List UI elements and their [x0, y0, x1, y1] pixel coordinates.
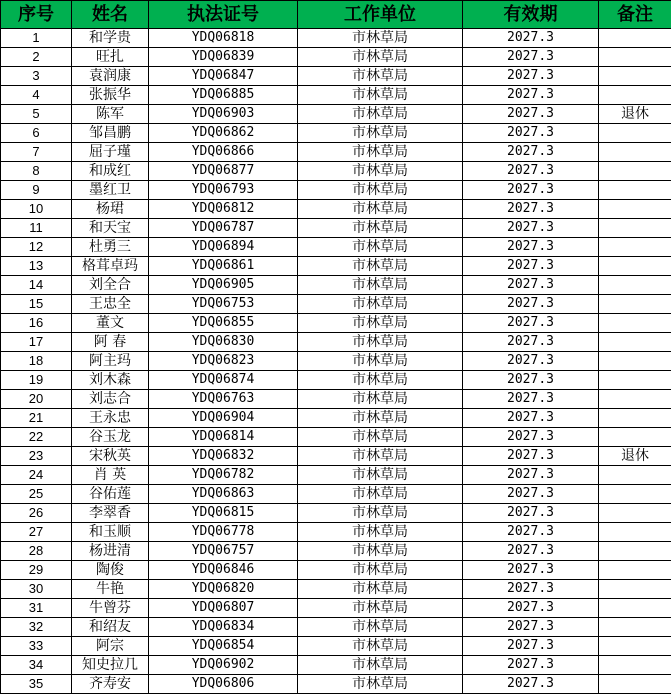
cell-cert-number[interactable]: YDQ06904 [149, 409, 298, 428]
cell-cert-number[interactable]: YDQ06839 [149, 48, 298, 67]
table-row [1, 143, 671, 162]
cell-seq[interactable]: 2 [1, 48, 72, 67]
cell-remarks[interactable] [599, 599, 671, 618]
cell-cert-number[interactable]: YDQ06905 [149, 276, 298, 295]
table-row [1, 618, 671, 637]
cell-seq[interactable]: 14 [1, 276, 72, 295]
cell-name[interactable]: 和天宝 [72, 219, 149, 238]
header-remarks[interactable]: 备注 [599, 1, 671, 29]
cell-seq[interactable]: 27 [1, 523, 72, 542]
cell-valid-until[interactable]: 2027.3 [463, 295, 599, 314]
table-row [1, 219, 671, 238]
cell-name[interactable]: 牛曾芬 [72, 599, 149, 618]
cell-name[interactable]: 肖 英 [72, 466, 149, 485]
cell-work-unit[interactable]: 市林草局 [298, 485, 463, 504]
cell-work-unit[interactable]: 市林草局 [298, 295, 463, 314]
cell-seq[interactable]: 19 [1, 371, 72, 390]
cell-name[interactable]: 董文 [72, 314, 149, 333]
cell-valid-until[interactable]: 2027.3 [463, 276, 599, 295]
cell-name[interactable]: 知史拉几 [72, 656, 149, 675]
cell-name[interactable]: 李翠香 [72, 504, 149, 523]
cell-cert-number[interactable]: YDQ06861 [149, 257, 298, 276]
cell-seq[interactable]: 20 [1, 390, 72, 409]
cell-seq[interactable]: 16 [1, 314, 72, 333]
cell-name[interactable]: 和绍友 [72, 618, 149, 637]
cell-remarks[interactable] [599, 48, 671, 67]
cell-cert-number[interactable]: YDQ06793 [149, 181, 298, 200]
cell-valid-until[interactable]: 2027.3 [463, 523, 599, 542]
table-row [1, 352, 671, 371]
table-row [1, 162, 671, 181]
cell-remarks[interactable]: 退休 [599, 447, 671, 466]
table-row [1, 485, 671, 504]
cell-work-unit[interactable]: 市林草局 [298, 618, 463, 637]
cell-cert-number[interactable]: YDQ06854 [149, 637, 298, 656]
table-row [1, 637, 671, 656]
cell-cert-number[interactable]: YDQ06830 [149, 333, 298, 352]
table-row [1, 86, 671, 105]
cell-cert-number[interactable]: YDQ06866 [149, 143, 298, 162]
cell-remarks[interactable] [599, 542, 671, 561]
cell-valid-until[interactable]: 2027.3 [463, 86, 599, 105]
cell-cert-number[interactable]: YDQ06903 [149, 105, 298, 124]
cell-name[interactable]: 阿宗 [72, 637, 149, 656]
cell-seq[interactable]: 7 [1, 143, 72, 162]
cell-cert-number[interactable]: YDQ06846 [149, 561, 298, 580]
cell-valid-until[interactable]: 2027.3 [463, 48, 599, 67]
table-row [1, 428, 671, 447]
cell-work-unit[interactable]: 市林草局 [298, 143, 463, 162]
table-row [1, 504, 671, 523]
table-row [1, 371, 671, 390]
cell-name[interactable]: 宋秋英 [72, 447, 149, 466]
cell-valid-until[interactable]: 2027.3 [463, 409, 599, 428]
cell-valid-until[interactable]: 2027.3 [463, 542, 599, 561]
table-row [1, 523, 671, 542]
cell-remarks[interactable] [599, 124, 671, 143]
cell-seq[interactable]: 13 [1, 257, 72, 276]
cell-work-unit[interactable]: 市林草局 [298, 447, 463, 466]
cell-cert-number[interactable]: YDQ06820 [149, 580, 298, 599]
cell-valid-until[interactable]: 2027.3 [463, 675, 599, 694]
cell-valid-until[interactable]: 2027.3 [463, 485, 599, 504]
cell-seq[interactable]: 25 [1, 485, 72, 504]
cell-seq[interactable]: 26 [1, 504, 72, 523]
cell-cert-number[interactable]: YDQ06862 [149, 124, 298, 143]
cell-seq[interactable]: 35 [1, 675, 72, 694]
cell-work-unit[interactable]: 市林草局 [298, 219, 463, 238]
cell-valid-until[interactable]: 2027.3 [463, 162, 599, 181]
cell-work-unit[interactable]: 市林草局 [298, 333, 463, 352]
cell-seq[interactable]: 22 [1, 428, 72, 447]
table-row [1, 466, 671, 485]
cell-valid-until[interactable]: 2027.3 [463, 428, 599, 447]
cell-cert-number[interactable]: YDQ06877 [149, 162, 298, 181]
cell-cert-number[interactable]: YDQ06787 [149, 219, 298, 238]
cell-cert-number[interactable]: YDQ06834 [149, 618, 298, 637]
cell-work-unit[interactable]: 市林草局 [298, 504, 463, 523]
cell-work-unit[interactable]: 市林草局 [298, 276, 463, 295]
cell-remarks[interactable] [599, 181, 671, 200]
cell-cert-number[interactable]: YDQ06763 [149, 390, 298, 409]
cell-cert-number[interactable]: YDQ06874 [149, 371, 298, 390]
cell-seq[interactable]: 33 [1, 637, 72, 656]
cell-remarks[interactable] [599, 637, 671, 656]
table-row [1, 29, 671, 48]
cell-name[interactable]: 屈子瑾 [72, 143, 149, 162]
table-row [1, 238, 671, 257]
cell-cert-number[interactable]: YDQ06753 [149, 295, 298, 314]
cell-work-unit[interactable]: 市林草局 [298, 371, 463, 390]
cell-cert-number[interactable]: YDQ06818 [149, 29, 298, 48]
cell-remarks[interactable] [599, 238, 671, 257]
cell-name[interactable]: 陶俊 [72, 561, 149, 580]
table-row [1, 295, 671, 314]
cell-valid-until[interactable]: 2027.3 [463, 257, 599, 276]
cell-name[interactable]: 牛艳 [72, 580, 149, 599]
cell-valid-until[interactable]: 2027.3 [463, 390, 599, 409]
cell-seq[interactable]: 23 [1, 447, 72, 466]
cell-name[interactable]: 和学贵 [72, 29, 149, 48]
cell-remarks[interactable] [599, 162, 671, 181]
cell-seq[interactable]: 30 [1, 580, 72, 599]
cell-remarks[interactable] [599, 333, 671, 352]
cell-work-unit[interactable]: 市林草局 [298, 48, 463, 67]
cell-name[interactable]: 刘全合 [72, 276, 149, 295]
cell-remarks[interactable] [599, 352, 671, 371]
cell-remarks[interactable] [599, 314, 671, 333]
cell-work-unit[interactable]: 市林草局 [298, 124, 463, 143]
cell-name[interactable]: 和成红 [72, 162, 149, 181]
table-row [1, 67, 671, 86]
cell-seq[interactable]: 6 [1, 124, 72, 143]
cell-cert-number[interactable]: YDQ06815 [149, 504, 298, 523]
cell-valid-until[interactable]: 2027.3 [463, 238, 599, 257]
cell-cert-number[interactable]: YDQ06823 [149, 352, 298, 371]
cell-work-unit[interactable]: 市林草局 [298, 675, 463, 694]
cell-valid-until[interactable]: 2027.3 [463, 466, 599, 485]
cell-work-unit[interactable]: 市林草局 [298, 67, 463, 86]
cell-valid-until[interactable]: 2027.3 [463, 580, 599, 599]
cell-work-unit[interactable]: 市林草局 [298, 314, 463, 333]
cell-seq[interactable]: 8 [1, 162, 72, 181]
cell-work-unit[interactable]: 市林草局 [298, 409, 463, 428]
cell-valid-until[interactable]: 2027.3 [463, 561, 599, 580]
cell-work-unit[interactable]: 市林草局 [298, 238, 463, 257]
cell-cert-number[interactable]: YDQ06778 [149, 523, 298, 542]
cell-name[interactable]: 阿主玛 [72, 352, 149, 371]
cell-seq[interactable]: 12 [1, 238, 72, 257]
cell-remarks[interactable] [599, 409, 671, 428]
cell-remarks[interactable] [599, 390, 671, 409]
table-row [1, 675, 671, 694]
cell-remarks[interactable] [599, 200, 671, 219]
cell-cert-number[interactable]: YDQ06806 [149, 675, 298, 694]
table-row [1, 561, 671, 580]
cell-remarks[interactable] [599, 656, 671, 675]
cell-remarks[interactable] [599, 485, 671, 504]
table-row [1, 390, 671, 409]
cell-valid-until[interactable]: 2027.3 [463, 105, 599, 124]
cell-remarks[interactable]: 退休 [599, 105, 671, 124]
table-row [1, 181, 671, 200]
cell-name[interactable]: 王永忠 [72, 409, 149, 428]
cell-seq[interactable]: 1 [1, 29, 72, 48]
cell-valid-until[interactable]: 2027.3 [463, 143, 599, 162]
cell-seq[interactable]: 5 [1, 105, 72, 124]
cell-valid-until[interactable]: 2027.3 [463, 504, 599, 523]
cell-cert-number[interactable]: YDQ06863 [149, 485, 298, 504]
cell-valid-until[interactable]: 2027.3 [463, 352, 599, 371]
table-row [1, 200, 671, 219]
cell-work-unit[interactable]: 市林草局 [298, 162, 463, 181]
cell-seq[interactable]: 32 [1, 618, 72, 637]
table-row [1, 409, 671, 428]
cell-seq[interactable]: 28 [1, 542, 72, 561]
cell-cert-number[interactable]: YDQ06847 [149, 67, 298, 86]
cell-cert-number[interactable]: YDQ06902 [149, 656, 298, 675]
table-row [1, 48, 671, 67]
cell-valid-until[interactable]: 2027.3 [463, 200, 599, 219]
cell-remarks[interactable] [599, 504, 671, 523]
cell-work-unit[interactable]: 市林草局 [298, 29, 463, 48]
cell-seq[interactable]: 24 [1, 466, 72, 485]
cell-remarks[interactable] [599, 295, 671, 314]
table-row [1, 276, 671, 295]
cell-work-unit[interactable]: 市林草局 [298, 542, 463, 561]
cell-seq[interactable]: 29 [1, 561, 72, 580]
header-cert-number[interactable]: 执法证号 [149, 1, 298, 29]
cell-name[interactable]: 陈军 [72, 105, 149, 124]
cell-work-unit[interactable]: 市林草局 [298, 86, 463, 105]
cell-seq[interactable]: 34 [1, 656, 72, 675]
cell-remarks[interactable] [599, 29, 671, 48]
cell-work-unit[interactable]: 市林草局 [298, 352, 463, 371]
cell-valid-until[interactable]: 2027.3 [463, 219, 599, 238]
cell-work-unit[interactable]: 市林草局 [298, 580, 463, 599]
cell-name[interactable]: 刘志合 [72, 390, 149, 409]
cell-valid-until[interactable]: 2027.3 [463, 29, 599, 48]
cell-work-unit[interactable]: 市林草局 [298, 561, 463, 580]
cell-remarks[interactable] [599, 428, 671, 447]
header-row [1, 1, 671, 29]
cell-valid-until[interactable]: 2027.3 [463, 314, 599, 333]
cell-work-unit[interactable]: 市林草局 [298, 390, 463, 409]
cell-remarks[interactable] [599, 276, 671, 295]
table-body [1, 29, 671, 694]
cell-work-unit[interactable]: 市林草局 [298, 257, 463, 276]
cell-valid-until[interactable]: 2027.3 [463, 333, 599, 352]
cell-name[interactable]: 墨红卫 [72, 181, 149, 200]
cell-cert-number[interactable]: YDQ06812 [149, 200, 298, 219]
table-row [1, 124, 671, 143]
cell-name[interactable]: 杨进清 [72, 542, 149, 561]
cell-seq[interactable]: 3 [1, 67, 72, 86]
cell-name[interactable]: 杜勇三 [72, 238, 149, 257]
cell-remarks[interactable] [599, 618, 671, 637]
cell-name[interactable]: 张振华 [72, 86, 149, 105]
table-row [1, 314, 671, 333]
cell-name[interactable]: 袁润康 [72, 67, 149, 86]
table-row [1, 447, 671, 466]
cell-valid-until[interactable]: 2027.3 [463, 599, 599, 618]
cell-valid-until[interactable]: 2027.3 [463, 371, 599, 390]
cell-valid-until[interactable]: 2027.3 [463, 67, 599, 86]
cell-cert-number[interactable]: YDQ06832 [149, 447, 298, 466]
cell-work-unit[interactable]: 市林草局 [298, 637, 463, 656]
cell-name[interactable]: 齐寿安 [72, 675, 149, 694]
cell-cert-number[interactable]: YDQ06757 [149, 542, 298, 561]
cell-seq[interactable]: 15 [1, 295, 72, 314]
cell-valid-until[interactable]: 2027.3 [463, 637, 599, 656]
header-name[interactable]: 姓名 [72, 1, 149, 29]
cell-seq[interactable]: 17 [1, 333, 72, 352]
cell-remarks[interactable] [599, 523, 671, 542]
table-row [1, 599, 671, 618]
cell-remarks[interactable] [599, 561, 671, 580]
cell-remarks[interactable] [599, 675, 671, 694]
header-work-unit[interactable]: 工作单位 [298, 1, 463, 29]
cell-seq[interactable]: 10 [1, 200, 72, 219]
cell-work-unit[interactable]: 市林草局 [298, 181, 463, 200]
header-seq[interactable]: 序号 [1, 1, 72, 29]
table-row [1, 580, 671, 599]
cell-seq[interactable]: 31 [1, 599, 72, 618]
cell-remarks[interactable] [599, 371, 671, 390]
cell-seq[interactable]: 9 [1, 181, 72, 200]
cell-work-unit[interactable]: 市林草局 [298, 599, 463, 618]
cell-remarks[interactable] [599, 466, 671, 485]
cell-name[interactable]: 旺扎 [72, 48, 149, 67]
cell-remarks[interactable] [599, 86, 671, 105]
cell-seq[interactable]: 18 [1, 352, 72, 371]
cell-work-unit[interactable]: 市林草局 [298, 523, 463, 542]
cell-seq[interactable]: 4 [1, 86, 72, 105]
cell-valid-until[interactable]: 2027.3 [463, 447, 599, 466]
cell-remarks[interactable] [599, 257, 671, 276]
cell-cert-number[interactable]: YDQ06782 [149, 466, 298, 485]
cell-cert-number[interactable]: YDQ06885 [149, 86, 298, 105]
cell-name[interactable]: 阿 春 [72, 333, 149, 352]
cell-name[interactable]: 谷玉龙 [72, 428, 149, 447]
cell-cert-number[interactable]: YDQ06814 [149, 428, 298, 447]
cell-remarks[interactable] [599, 219, 671, 238]
cell-valid-until[interactable]: 2027.3 [463, 618, 599, 637]
cell-work-unit[interactable]: 市林草局 [298, 656, 463, 675]
cell-work-unit[interactable]: 市林草局 [298, 200, 463, 219]
cell-name[interactable]: 格茸卓玛 [72, 257, 149, 276]
cell-cert-number[interactable]: YDQ06894 [149, 238, 298, 257]
cell-name[interactable]: 刘木森 [72, 371, 149, 390]
cell-remarks[interactable] [599, 67, 671, 86]
cell-valid-until[interactable]: 2027.3 [463, 124, 599, 143]
header-valid-until[interactable]: 有效期 [463, 1, 599, 29]
cell-cert-number[interactable]: YDQ06855 [149, 314, 298, 333]
table-row [1, 542, 671, 561]
cell-remarks[interactable] [599, 580, 671, 599]
cell-remarks[interactable] [599, 143, 671, 162]
cell-name[interactable]: 谷佑莲 [72, 485, 149, 504]
cell-name[interactable]: 杨珺 [72, 200, 149, 219]
cell-valid-until[interactable]: 2027.3 [463, 181, 599, 200]
cell-seq[interactable]: 21 [1, 409, 72, 428]
cell-cert-number[interactable]: YDQ06807 [149, 599, 298, 618]
table-row [1, 656, 671, 675]
cell-name[interactable]: 和玉顺 [72, 523, 149, 542]
cell-name[interactable]: 王忠全 [72, 295, 149, 314]
table-row [1, 105, 671, 124]
cell-work-unit[interactable]: 市林草局 [298, 466, 463, 485]
cell-name[interactable]: 邹昌鹏 [72, 124, 149, 143]
cell-work-unit[interactable]: 市林草局 [298, 428, 463, 447]
cell-work-unit[interactable]: 市林草局 [298, 105, 463, 124]
cell-valid-until[interactable]: 2027.3 [463, 656, 599, 675]
cell-seq[interactable]: 11 [1, 219, 72, 238]
table-row [1, 333, 671, 352]
table-row [1, 257, 671, 276]
